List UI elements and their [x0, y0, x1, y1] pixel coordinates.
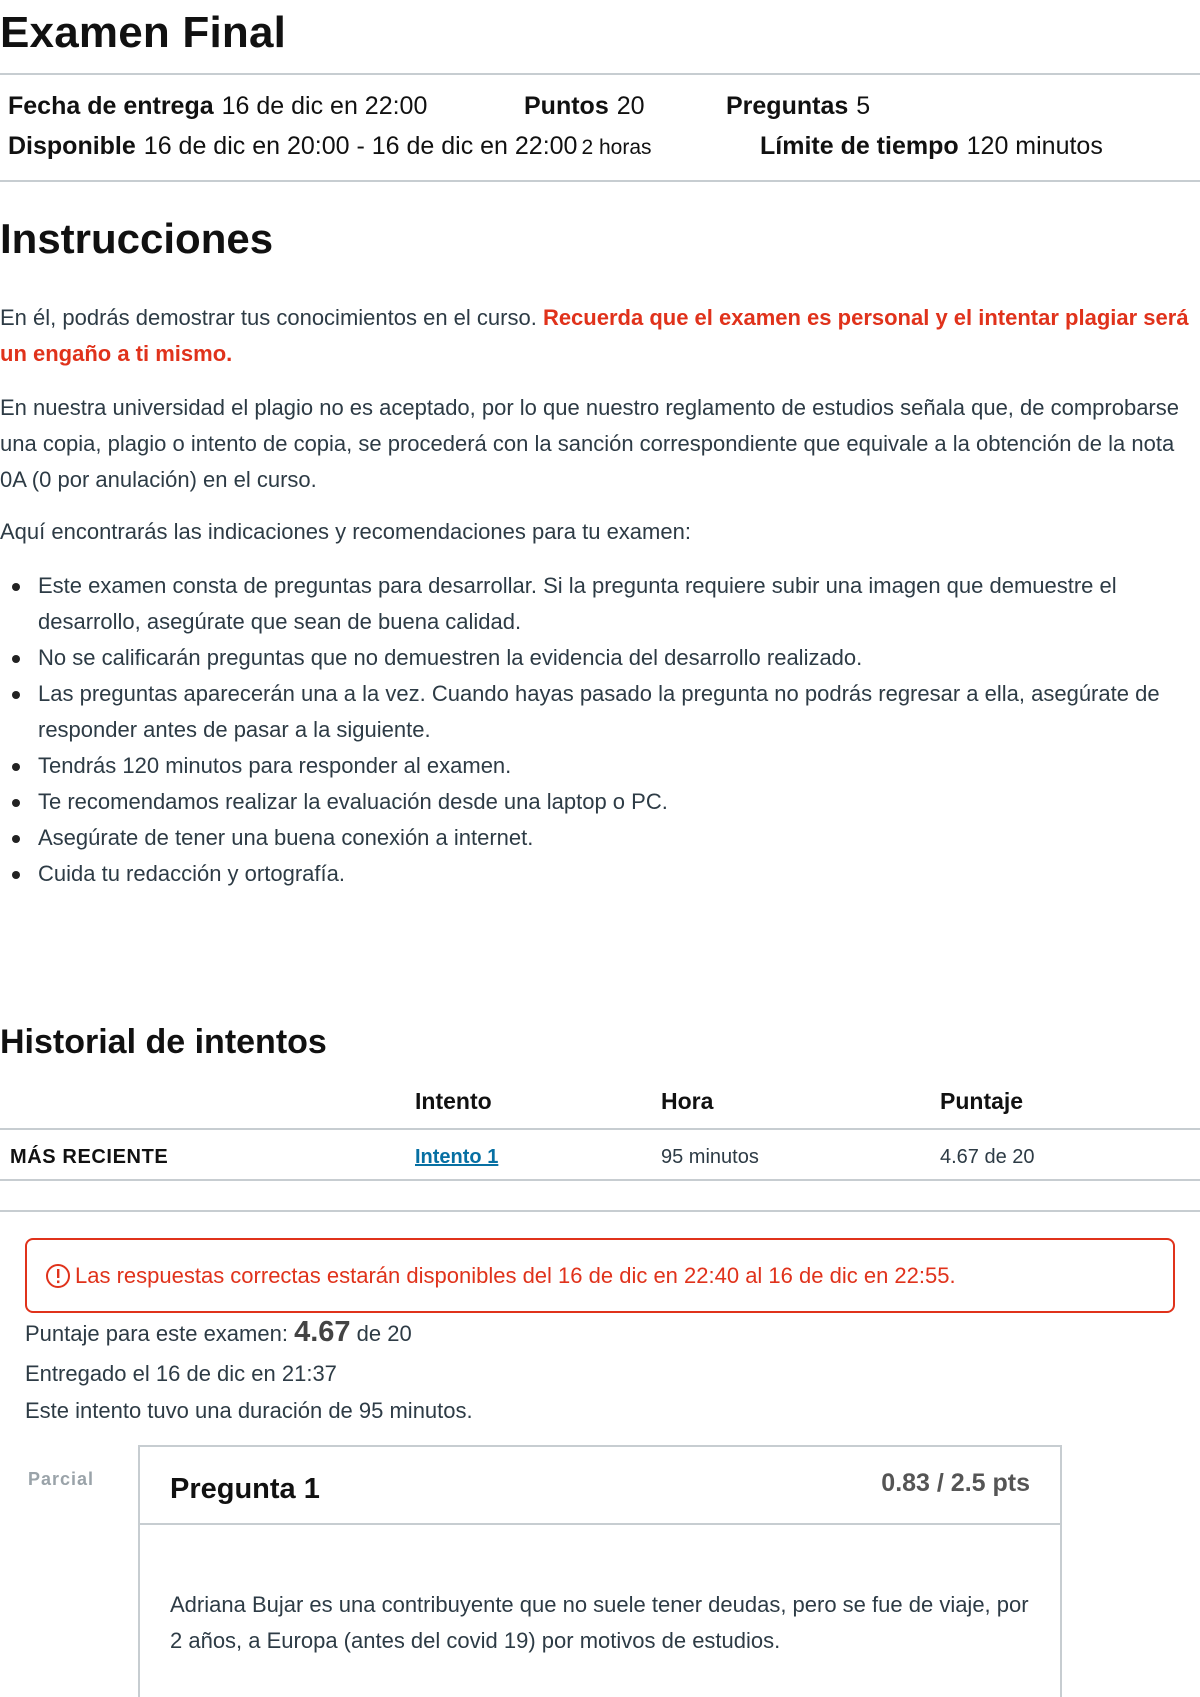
points-label: Puntos: [524, 92, 609, 120]
score-suffix: de 20: [350, 1321, 412, 1346]
instructions-heading: Instrucciones: [0, 215, 274, 262]
availability: [8, 132, 652, 161]
plagiarism-warning: Recuerda que el examen es personal y el intentar plagiar será un engaño a ti mismo.: [0, 305, 1189, 366]
time-limit-label: Límite de tiempo: [760, 132, 959, 160]
list-item: Cuida tu redacción y ortografía.: [0, 856, 1195, 892]
points-value: 20: [616, 92, 645, 120]
question-points: 0.83 / 2.5 pts: [881, 1469, 1030, 1497]
divider: [0, 73, 1200, 75]
warning-icon: [45, 1263, 71, 1289]
points: [524, 92, 645, 121]
attempt-1-link[interactable]: Intento 1: [415, 1146, 499, 1168]
table-divider: [0, 1128, 1200, 1130]
column-header-score: Puntaje: [940, 1088, 1024, 1114]
page-title: Examen Final: [0, 8, 287, 57]
column-header-attempt: Intento: [415, 1088, 492, 1114]
list-item: Asegúrate de tener una buena conexión a internet.: [0, 820, 1195, 856]
divider: [0, 180, 1200, 182]
questions-label: Preguntas: [726, 92, 849, 120]
available-label: Disponible: [8, 132, 136, 160]
instructions-paragraph-2: En nuestra universidad el plagio no es aceptado, por lo que nuestro reglamento de estudios señala que, de comprobarse una copia, plagio o intento de copia, se procederá con la sanción correspondiente que equivale a la obtención de la nota 0A (0 por anulación) en el curso.: [0, 395, 1179, 492]
score-value: 4.67: [294, 1316, 351, 1348]
due-date: [8, 92, 427, 121]
list-item: Te recomendamos realizar la evaluación desde una laptop o PC.: [0, 784, 1195, 820]
attempt-time: 95 minutos: [661, 1146, 759, 1168]
most-recent-label: MÁS RECIENTE: [10, 1146, 169, 1168]
due-date-value: 16 de dic en 22:00: [221, 92, 428, 120]
exam-score: [25, 1316, 412, 1349]
available-duration: 2 horas: [581, 136, 652, 159]
available-value: 16 de dic en 20:00 - 16 de dic en 22:00: [143, 132, 578, 160]
history-heading: Historial de intentos: [0, 1023, 327, 1061]
question-status-badge: Parcial: [28, 1469, 95, 1489]
list-item: No se calificarán preguntas que no demuestren la evidencia del desarrollo realizado.: [0, 640, 1195, 676]
time-limit: [760, 132, 1103, 161]
instructions-paragraph-3: Aquí encontrarás las indicaciones y recomendaciones para tu examen:: [0, 519, 691, 544]
list-item: Tendrás 120 minutos para responder al examen.: [0, 748, 1195, 784]
score-prefix: Puntaje para este examen:: [25, 1321, 295, 1346]
question-title: Pregunta 1: [170, 1473, 320, 1505]
question-card: [138, 1445, 1062, 1697]
attempt-score: 4.67 de 20: [940, 1146, 1035, 1168]
column-header-time: Hora: [661, 1088, 714, 1114]
list-item: Este examen consta de preguntas para desarrollar. Si la pregunta requiere subir una imagen que demuestre el desarrollo, asegúrate que sean de buena calidad.: [0, 568, 1195, 640]
instructions-paragraph-1: [0, 300, 1190, 372]
attempt-duration: Este intento tuvo una duración de 95 minutos.: [25, 1398, 473, 1423]
question-header: [140, 1447, 1060, 1525]
answers-availability-alert: [25, 1238, 1175, 1313]
divider: [0, 1210, 1200, 1212]
time-limit-value: 120 minutos: [966, 132, 1103, 160]
list-item: Las preguntas aparecerán una a la vez. Cuando hayas pasado la pregunta no podrás regresar a ella, asegúrate de responder antes de pasar a la siguiente.: [0, 676, 1195, 748]
instructions-intro: En él, podrás demostrar tus conocimientos en el curso.: [0, 305, 543, 330]
table-divider: [0, 1179, 1200, 1181]
question-text: Adriana Bujar es una contribuyente que no suele tener deudas, pero se fue de viaje, por 2 años, a Europa (antes del covid 19) por motivos de estudios.: [170, 1592, 1029, 1653]
due-date-label: Fecha de entrega: [8, 92, 214, 120]
alert-text: Las respuestas correctas estarán disponibles del 16 de dic en 22:40 al 16 de dic en 22:55.: [75, 1262, 956, 1288]
submitted-date: Entregado el 16 de dic en 21:37: [25, 1361, 337, 1386]
instructions-list: [0, 568, 1195, 892]
questions-value: 5: [856, 92, 871, 120]
questions-count: [726, 92, 870, 121]
